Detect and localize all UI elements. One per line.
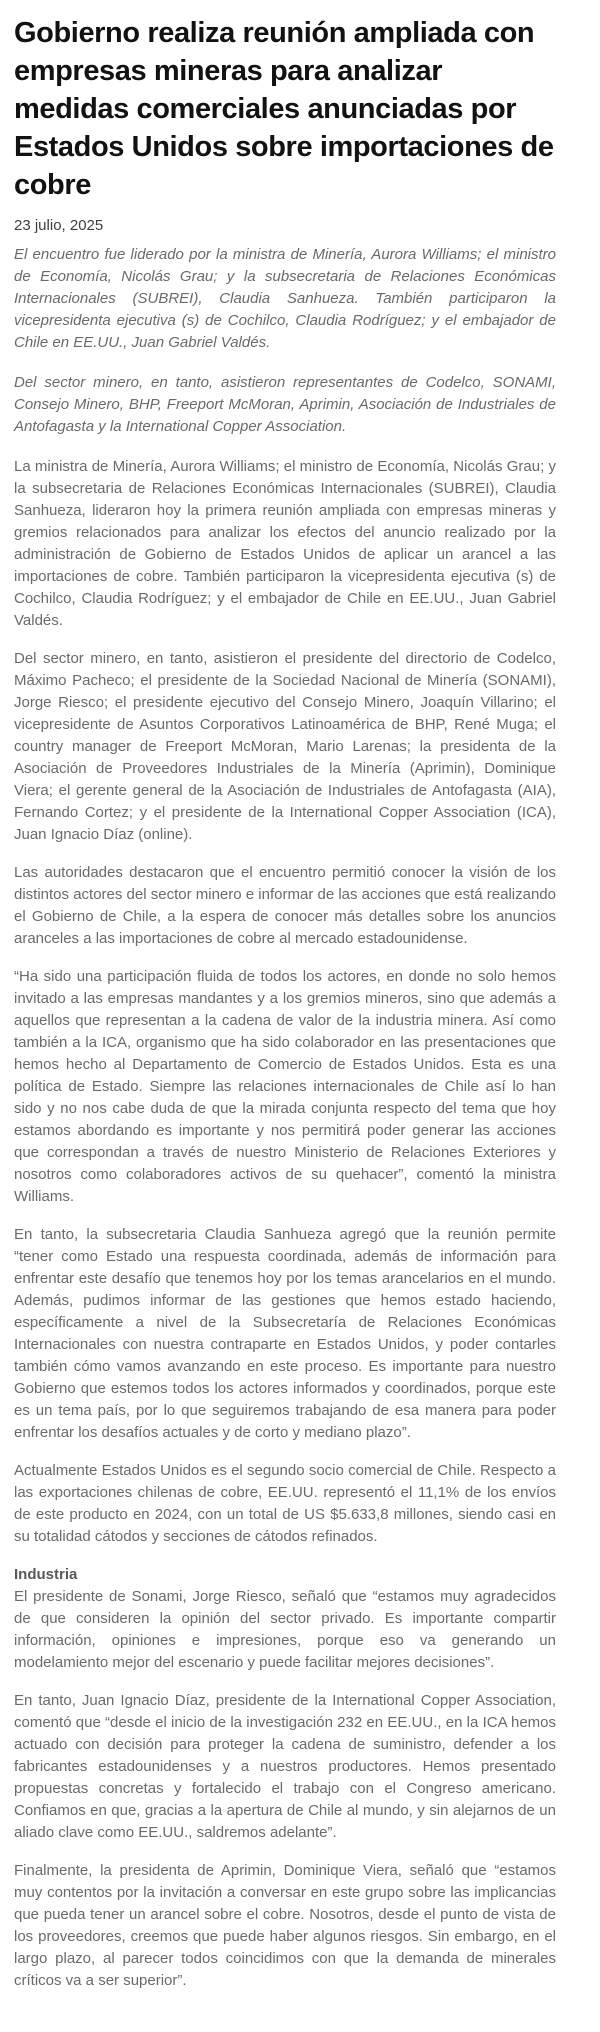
body-paragraph: En tanto, la subsecretaria Claudia Sanhueza agregó que la reunión permite “tener como Estado una respuesta coordinada, además de información para enfrentar este desafío que tenemos hoy por los temas arancelarios en el mundo. Además, pudimos informar de las gestiones que hemos estado haciendo, específicamente a nivel de la Subsecretaría de Relaciones Económicas Internacionales con nuestra contraparte en Estados Unidos, y poder contarles también cómo vamos avanzando en este proceso. Es importante para nuestro Gobierno que estemos todos los actores informados y coordinados, porque este es un tema país, por lo que seguiremos trabajando de esa manera para poder enfrentar los desafíos actuales y de corto y mediano plazo”.	[14, 1226, 556, 1441]
body-paragraph: Del sector minero, en tanto, asistieron el presidente del directorio de Codelco, Máximo Pacheco; el presidente de la Sociedad Nacional de Minería (SONAMI), Jorge Riesco; el presidente ejecutivo del Consejo Minero, Joaquín Villarino; el vicepresidente de Asuntos Corporativos Latinoamérica de BHP, René Muga; el country manager de Freeport McMoran, Mario Larenas; la presidenta de la Asociación de Proveedores Industriales de la Minería (Aprimin), Dominique Viera; el gerente general de la Asociación de Industriales de Antofagasta (AIA), Fernando Cortez; y el presidente de la International Copper Association (ICA), Juan Ignacio Díaz (online).	[14, 650, 556, 843]
body-paragraph: “Ha sido una participación fluida de todos los actores, en donde no solo hemos invitado a las empresas mandantes y a los gremios mineros, sino que además a aquellos que representan a la cadena de valor de la industria minera. Así como también a la ICA, organismo que ha sido colaborador en las presentaciones que hemos hecho al Departamento de Comercio de Estados Unidos. Esta es una política de Estado. Siempre las relaciones internacionales de Chile así lo han sido y no nos cabe duda de que la mirada conjunta respecto del tema que hoy estamos abordando es importante y nos permitirá poder generar las acciones que correspondan a través de nuestro Ministerio de Relaciones Exteriores y nosotros como colaboradores activos de su quehacer”, comentó la ministra Williams.	[14, 968, 556, 1205]
article-date: 23 julio, 2025	[14, 217, 104, 234]
body-paragraph: Finalmente, la presidenta de Aprimin, Dominique Viera, señaló que “estamos muy contentos por la invitación a conversar en este grupo sobre las implicancias que pueda tener un arancel sobre el cobre. Nosotros, desde el punto de vista de los proveedores, creemos que puede haber algunos riesgos. Sin embargo, en el largo plazo, al parecer todos coincidimos con que la demanda de minerales críticos va a ser superior”.	[14, 1862, 556, 1989]
body-paragraph: El presidente de Sonami, Jorge Riesco, señaló que “estamos muy agradecidos de que consideren la opinión del sector privado. Es importante compartir información, opiniones e impresiones, porque eso va generando un modelamiento mejor del escenario y puede facilitar mejores decisiones”.	[14, 1588, 556, 1671]
lead-paragraph: El encuentro fue liderado por la ministra de Minería, Aurora Williams; el ministro de Economía, Nicolás Grau; y la subsecretaria de Relaciones Económicas Internacionales (SUBREI), Claudia Sanhueza. También participaron la vicepresidenta ejecutiva (s) de Cochilco, Claudia Rodríguez; y el embajador de Chile en EE.UU., Juan Gabriel Valdés.	[14, 246, 556, 351]
body-paragraph: Actualmente Estados Unidos es el segundo socio comercial de Chile. Respecto a las exportaciones chilenas de cobre, EE.UU. representó el 11,1% de los envíos de este producto en 2024, con un total de US $5.633,8 millones, siendo casi en su totalidad cátodos y secciones de cátodos refinados.	[14, 1462, 556, 1545]
body-paragraph: En tanto, Juan Ignacio Díaz, presidente de la International Copper Association, comentó que “desde el inicio de la investigación 232 en EE.UU., en la ICA hemos actuado con decisión para proteger la cadena de suministro, defender a los fabricantes estadounidenses y a nuestros productores. Hemos presentado propuestas concretas y fortalecido el trabajo con el Congreso americano. Confiamos en que, gracias a la apertura de Chile al mundo, y sin alejarnos de un aliado clave como EE.UU., saldremos adelante”.	[14, 1692, 556, 1841]
lead-paragraph: Del sector minero, en tanto, asistieron representantes de Codelco, SONAMI, Consejo Minero, BHP, Freeport McMoran, Aprimin, Asociación de Industriales de Antofagasta y la International Copper Association.	[14, 374, 556, 435]
article-title: Gobierno realiza reunión ampliada con empresas mineras para analizar medidas comerciales anunciadas por Estados Unidos sobre importaciones de cobre	[14, 17, 554, 201]
body-paragraph: Las autoridades destacaron que el encuentro permitió conocer la visión de los distintos actores del sector minero e informar de las acciones que está realizando el Gobierno de Chile, a la espera de conocer más detalles sobre los anuncios aranceles a las importaciones de cobre al mercado estadounidense.	[14, 864, 556, 947]
body-paragraph: La ministra de Minería, Aurora Williams; el ministro de Economía, Nicolás Grau; y la subsecretaria de Relaciones Económicas Internacionales (SUBREI), Claudia Sanhueza, lideraron hoy la primera reunión ampliada con empresas mineras y gremios relacionados para analizar los efectos del anuncio realizado por la administración de Gobierno de Estados Unidos de aplicar un arancel a las importaciones de cobre. También participaron la vicepresidenta ejecutiva (s) de Cochilco, Claudia Rodríguez; y el embajador de Chile en EE.UU., Juan Gabriel Valdés.	[14, 458, 556, 629]
section-subheading-industria: Industria	[14, 1566, 78, 1583]
